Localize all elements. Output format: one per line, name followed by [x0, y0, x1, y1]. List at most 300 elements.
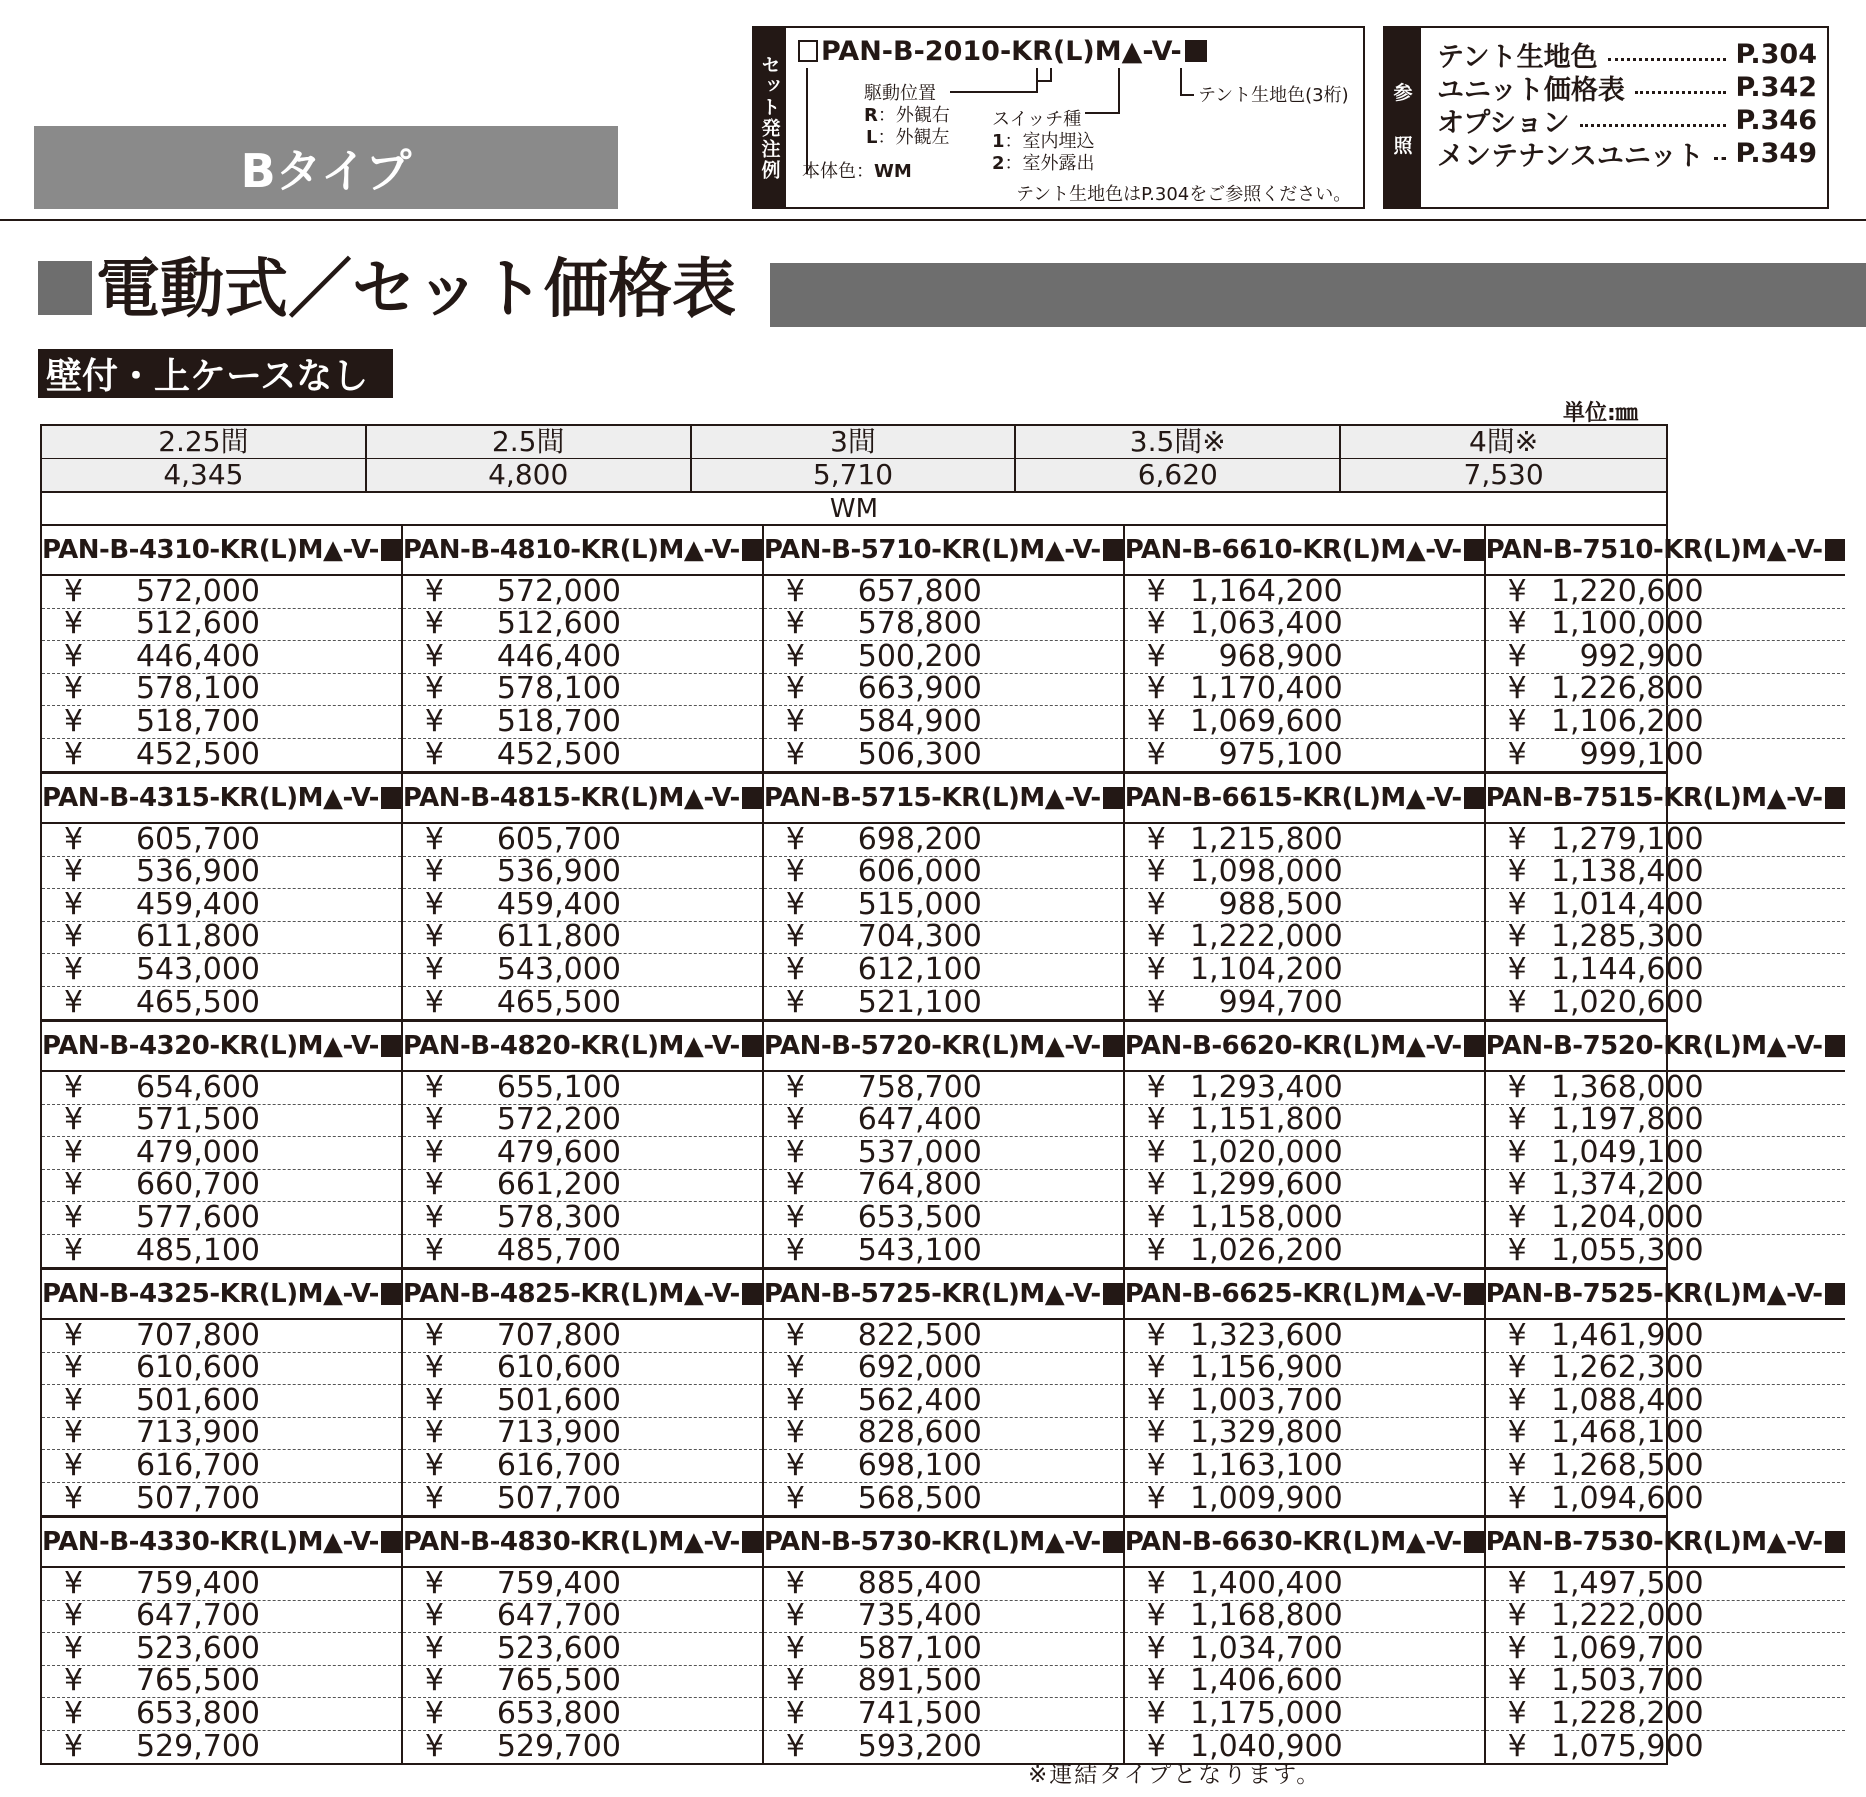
price-cell [42, 1167, 401, 1203]
section-marker-icon [38, 261, 92, 315]
price-cell [1125, 1102, 1484, 1138]
price-cell [1486, 736, 1845, 772]
model-number: PAN-B-4825-KR(L)M▲-V- [403, 1270, 762, 1320]
price-value: 485,700 [496, 1232, 621, 1268]
price-value: 764,800 [857, 1167, 982, 1203]
price-value: 459,400 [135, 886, 260, 922]
price-cell [764, 1480, 1123, 1516]
price-cell [403, 886, 762, 922]
price-value: 1,279,100 [1550, 821, 1704, 857]
yen-sign: ¥ [785, 1069, 805, 1105]
yen-sign: ¥ [785, 1415, 805, 1451]
price-cell [1125, 671, 1484, 707]
yen-sign: ¥ [424, 886, 444, 922]
price-value: 713,900 [496, 1415, 621, 1451]
price-value: 543,000 [135, 951, 260, 987]
width-header: 7,530 [1341, 459, 1666, 491]
price-cell [42, 1350, 401, 1386]
yen-sign: ¥ [424, 671, 444, 707]
model-column [1125, 1518, 1486, 1763]
price-cell [42, 1565, 401, 1601]
price-value: 1,151,800 [1190, 1102, 1343, 1138]
price-cell [1486, 1167, 1845, 1203]
price-cell [1125, 1134, 1484, 1170]
price-cell [1486, 606, 1845, 642]
price-value: 653,800 [135, 1695, 260, 1731]
model-number: PAN-B-4810-KR(L)M▲-V- [403, 526, 762, 576]
yen-sign: ¥ [1146, 703, 1166, 739]
price-cell [1125, 1382, 1484, 1418]
price-cell [1486, 1695, 1845, 1731]
price-value: 606,000 [857, 854, 982, 890]
price-cell [403, 1630, 762, 1666]
yen-sign: ¥ [424, 736, 444, 772]
yen-sign: ¥ [1507, 886, 1527, 922]
price-group [42, 774, 1823, 1022]
yen-sign: ¥ [1146, 573, 1166, 609]
price-cell [764, 1695, 1123, 1731]
yen-sign: ¥ [785, 638, 805, 674]
drive-l: L：外観左 [866, 127, 950, 148]
yen-sign: ¥ [424, 1415, 444, 1451]
price-value: 822,500 [857, 1317, 982, 1353]
price-value: 529,700 [135, 1728, 260, 1764]
price-cell [42, 1598, 401, 1634]
model-number: PAN-B-4325-KR(L)M▲-V- [42, 1270, 401, 1320]
price-value: 828,600 [857, 1415, 982, 1451]
price-value: 698,200 [857, 821, 982, 857]
yen-sign: ¥ [64, 1728, 84, 1764]
price-cell [764, 1565, 1123, 1601]
price-cell [764, 638, 1123, 674]
price-cell [403, 638, 762, 674]
price-value: 1,100,000 [1550, 606, 1704, 642]
yen-sign: ¥ [1507, 606, 1527, 642]
price-cell [1486, 821, 1845, 857]
tent-color-box-icon [1103, 1035, 1123, 1057]
price-cell [403, 1695, 762, 1731]
width-header-row [42, 459, 1666, 493]
reference-item: オプション P.346 [1437, 104, 1817, 139]
model-column [1125, 526, 1486, 771]
price-value: 1,020,600 [1550, 984, 1704, 1020]
yen-sign: ¥ [1507, 821, 1527, 857]
yen-sign: ¥ [1507, 1232, 1527, 1268]
yen-sign: ¥ [1146, 984, 1166, 1020]
price-value: 1,009,900 [1190, 1480, 1343, 1516]
price-cell [1486, 1350, 1845, 1386]
body-color: 本体色：WM [802, 161, 912, 182]
price-cell [764, 919, 1123, 955]
price-value: 1,003,700 [1190, 1382, 1343, 1418]
yen-sign: ¥ [1507, 1382, 1527, 1418]
price-cell [1125, 1350, 1484, 1386]
unit-label: 単位:㎜ [1563, 401, 1638, 426]
model-column [42, 1518, 403, 1763]
yen-sign: ¥ [424, 1199, 444, 1235]
yen-sign: ¥ [1507, 984, 1527, 1020]
model-column [1486, 1022, 1845, 1267]
price-cell [403, 1728, 762, 1764]
price-value: 605,700 [135, 821, 260, 857]
price-value: 975,100 [1218, 736, 1343, 772]
price-value: 593,200 [857, 1728, 982, 1764]
yen-sign: ¥ [64, 703, 84, 739]
yen-sign: ¥ [1146, 1167, 1166, 1203]
price-value: 1,094,600 [1550, 1480, 1704, 1516]
price-cell [764, 854, 1123, 890]
price-value: 1,285,300 [1550, 919, 1704, 955]
section-title-bar [770, 263, 1866, 327]
yen-sign: ¥ [785, 1695, 805, 1731]
price-cell [1125, 736, 1484, 772]
price-value: 1,204,000 [1550, 1199, 1704, 1235]
price-cell [764, 1069, 1123, 1105]
price-value: 968,900 [1218, 638, 1343, 674]
price-cell [764, 703, 1123, 739]
price-value: 994,700 [1218, 984, 1343, 1020]
yen-sign: ¥ [1146, 1317, 1166, 1353]
yen-sign: ¥ [1507, 1167, 1527, 1203]
price-cell [1125, 573, 1484, 609]
price-cell [764, 671, 1123, 707]
connector-line [1036, 68, 1038, 80]
tent-color-box-icon [381, 539, 401, 561]
model-number: PAN-B-6620-KR(L)M▲-V- [1125, 1022, 1484, 1072]
price-cell [403, 919, 762, 955]
price-value: 512,600 [135, 606, 260, 642]
yen-sign: ¥ [785, 1317, 805, 1353]
model-number: PAN-B-4815-KR(L)M▲-V- [403, 774, 762, 824]
yen-sign: ¥ [1507, 1134, 1527, 1170]
price-value: 660,700 [135, 1167, 260, 1203]
price-value: 529,700 [496, 1728, 621, 1764]
price-value: 543,100 [857, 1232, 982, 1268]
model-column [42, 1022, 403, 1267]
price-cell [1125, 984, 1484, 1020]
price-value: 707,800 [135, 1317, 260, 1353]
yen-sign: ¥ [1146, 1630, 1166, 1666]
price-value: 759,400 [135, 1565, 260, 1601]
price-value: 578,100 [135, 671, 260, 707]
yen-sign: ¥ [1507, 1415, 1527, 1451]
price-cell [764, 1167, 1123, 1203]
price-cell [764, 1447, 1123, 1483]
price-cell [764, 1598, 1123, 1634]
price-value: 663,900 [857, 671, 982, 707]
price-value: 758,700 [857, 1069, 982, 1105]
size-header: 3.5間※ [1016, 426, 1341, 458]
price-value: 612,100 [857, 951, 982, 987]
model-column [403, 526, 764, 771]
price-value: 465,500 [135, 984, 260, 1020]
price-value: 741,500 [857, 1695, 982, 1731]
price-value: 1,104,200 [1190, 951, 1343, 987]
yen-sign: ¥ [64, 854, 84, 890]
price-value: 465,500 [496, 984, 621, 1020]
order-example-box [752, 26, 1365, 209]
yen-sign: ¥ [424, 606, 444, 642]
tent-color-box-icon [1464, 1283, 1484, 1305]
model-column [764, 774, 1125, 1019]
price-cell [1486, 1069, 1845, 1105]
yen-sign: ¥ [785, 886, 805, 922]
price-value: 446,400 [496, 638, 621, 674]
yen-sign: ¥ [1146, 821, 1166, 857]
price-cell [1486, 951, 1845, 987]
price-cell [1486, 1480, 1845, 1516]
price-cell [764, 1134, 1123, 1170]
price-value: 999,100 [1579, 736, 1704, 772]
width-header: 6,620 [1016, 459, 1341, 491]
price-value: 1,197,800 [1550, 1102, 1704, 1138]
price-value: 572,200 [496, 1102, 621, 1138]
price-cell [42, 886, 401, 922]
yen-sign: ¥ [1146, 919, 1166, 955]
model-number: PAN-B-4315-KR(L)M▲-V- [42, 774, 401, 824]
size-header: 2.25間 [42, 426, 367, 458]
price-groups [42, 526, 1823, 1764]
price-value: 605,700 [496, 821, 621, 857]
model-number: PAN-B-6615-KR(L)M▲-V- [1125, 774, 1484, 824]
yen-sign: ¥ [64, 1232, 84, 1268]
yen-sign: ¥ [64, 1350, 84, 1386]
price-cell [42, 919, 401, 955]
yen-sign: ¥ [64, 1199, 84, 1235]
price-cell [42, 1663, 401, 1699]
price-cell [1486, 1728, 1845, 1764]
price-value: 1,138,400 [1550, 854, 1704, 890]
yen-sign: ¥ [64, 671, 84, 707]
price-cell [42, 854, 401, 890]
price-value: 452,500 [135, 736, 260, 772]
yen-sign: ¥ [1507, 1480, 1527, 1516]
yen-sign: ¥ [1507, 1663, 1527, 1699]
yen-sign: ¥ [64, 1069, 84, 1105]
price-value: 1,368,000 [1550, 1069, 1704, 1105]
yen-sign: ¥ [1146, 951, 1166, 987]
yen-sign: ¥ [424, 1663, 444, 1699]
yen-sign: ¥ [64, 1317, 84, 1353]
yen-sign: ¥ [785, 736, 805, 772]
price-value: 992,900 [1579, 638, 1704, 674]
connector-line [1036, 80, 1038, 93]
price-value: 616,700 [135, 1447, 260, 1483]
price-value: 647,700 [496, 1598, 621, 1634]
yen-sign: ¥ [1507, 736, 1527, 772]
yen-sign: ¥ [64, 984, 84, 1020]
price-value: 1,468,100 [1550, 1415, 1704, 1451]
yen-sign: ¥ [1146, 1663, 1166, 1699]
yen-sign: ¥ [1146, 671, 1166, 707]
yen-sign: ¥ [785, 984, 805, 1020]
yen-sign: ¥ [1146, 1447, 1166, 1483]
price-value: 521,100 [857, 984, 982, 1020]
reference-side [1385, 28, 1421, 207]
yen-sign: ¥ [785, 1565, 805, 1601]
model-column [403, 1518, 764, 1763]
yen-sign: ¥ [785, 703, 805, 739]
yen-sign: ¥ [1146, 1480, 1166, 1516]
price-value: 692,000 [857, 1350, 982, 1386]
price-cell [42, 1069, 401, 1105]
price-cell [764, 1382, 1123, 1418]
section-title: 電動式／セット価格表 [38, 258, 736, 322]
price-cell [1125, 1480, 1484, 1516]
yen-sign: ¥ [1507, 1317, 1527, 1353]
price-cell [42, 1728, 401, 1764]
price-value: 572,000 [135, 573, 260, 609]
model-column [1125, 1270, 1486, 1515]
price-cell [1486, 1630, 1845, 1666]
tent-color-box-icon [1103, 1283, 1123, 1305]
yen-sign: ¥ [785, 854, 805, 890]
price-value: 1,069,600 [1190, 703, 1343, 739]
price-cell [1486, 1447, 1845, 1483]
price-cell [1486, 854, 1845, 890]
price-value: 584,900 [857, 703, 982, 739]
price-value: 571,500 [135, 1102, 260, 1138]
yen-sign: ¥ [64, 1134, 84, 1170]
tent-color-box-icon [1825, 1531, 1845, 1553]
price-cell [1125, 886, 1484, 922]
yen-sign: ¥ [424, 1134, 444, 1170]
yen-sign: ¥ [1146, 854, 1166, 890]
price-value: 647,400 [857, 1102, 982, 1138]
connector-line [950, 91, 1036, 93]
connector-line [1180, 94, 1194, 96]
price-cell [1486, 1415, 1845, 1451]
price-value: 1,168,800 [1190, 1598, 1343, 1634]
price-cell [1486, 1134, 1845, 1170]
price-cell [403, 703, 762, 739]
yen-sign: ¥ [1507, 1350, 1527, 1386]
price-value: 765,500 [135, 1663, 260, 1699]
price-cell [403, 1317, 762, 1353]
price-value: 653,500 [857, 1199, 982, 1235]
price-value: 713,900 [135, 1415, 260, 1451]
price-value: 500,200 [857, 638, 982, 674]
model-column [42, 1270, 403, 1515]
yen-sign: ¥ [424, 1317, 444, 1353]
price-value: 1,262,300 [1550, 1350, 1704, 1386]
price-value: 518,700 [135, 703, 260, 739]
yen-sign: ¥ [424, 951, 444, 987]
price-value: 1,063,400 [1190, 606, 1343, 642]
price-cell [764, 736, 1123, 772]
price-cell [42, 1695, 401, 1731]
price-value: 885,400 [857, 1565, 982, 1601]
price-cell [42, 703, 401, 739]
yen-sign: ¥ [785, 671, 805, 707]
yen-sign: ¥ [1507, 671, 1527, 707]
model-column [403, 1022, 764, 1267]
drive-r: R：外観右 [864, 105, 950, 126]
price-cell [1125, 1199, 1484, 1235]
price-cell [1486, 1102, 1845, 1138]
switch-title: スイッチ種 [992, 109, 1082, 130]
model-column [764, 1270, 1125, 1515]
price-cell [42, 1317, 401, 1353]
model-number: PAN-B-7520-KR(L)M▲-V- [1486, 1022, 1845, 1072]
yen-sign: ¥ [1507, 1102, 1527, 1138]
price-value: 1,040,900 [1190, 1728, 1343, 1764]
price-cell [403, 1232, 762, 1268]
reference-item: テント生地色 P.304 [1437, 38, 1817, 73]
model-number: PAN-B-4820-KR(L)M▲-V- [403, 1022, 762, 1072]
width-header: 4,345 [42, 459, 367, 491]
price-value: 1,222,000 [1190, 919, 1343, 955]
price-cell [403, 1167, 762, 1203]
tent-color-box-icon [1825, 787, 1845, 809]
order-example-side [754, 28, 786, 207]
price-group [42, 1022, 1823, 1270]
tent-color-label: テント生地色(3桁) [1198, 85, 1349, 106]
price-value: 1,503,700 [1550, 1663, 1704, 1699]
yen-sign: ¥ [64, 1598, 84, 1634]
yen-sign: ¥ [424, 1382, 444, 1418]
price-value: 479,000 [135, 1134, 260, 1170]
price-cell [42, 736, 401, 772]
tent-color-box-icon [1825, 1283, 1845, 1305]
yen-sign: ¥ [64, 951, 84, 987]
yen-sign: ¥ [64, 1630, 84, 1666]
price-cell [42, 606, 401, 642]
price-cell [42, 1102, 401, 1138]
price-value: 578,300 [496, 1199, 621, 1235]
price-cell [403, 1598, 762, 1634]
yen-sign: ¥ [1146, 1565, 1166, 1601]
yen-sign: ¥ [64, 1167, 84, 1203]
yen-sign: ¥ [1146, 886, 1166, 922]
price-value: 1,026,200 [1190, 1232, 1343, 1268]
yen-sign: ¥ [424, 638, 444, 674]
yen-sign: ¥ [64, 886, 84, 922]
yen-sign: ¥ [424, 1695, 444, 1731]
yen-sign: ¥ [424, 1069, 444, 1105]
price-value: 1,299,600 [1190, 1167, 1343, 1203]
price-value: 1,156,900 [1190, 1350, 1343, 1386]
yen-sign: ¥ [1146, 1069, 1166, 1105]
price-cell [1125, 1167, 1484, 1203]
price-cell [764, 1232, 1123, 1268]
yen-sign: ¥ [785, 1382, 805, 1418]
switch-2: 2：室外露出 [992, 153, 1095, 174]
body-color-box-icon [798, 40, 818, 62]
price-cell [403, 1069, 762, 1105]
price-cell [403, 1480, 762, 1516]
price-value: 537,000 [857, 1134, 982, 1170]
yen-sign: ¥ [1146, 638, 1166, 674]
price-cell [403, 736, 762, 772]
price-cell [764, 1317, 1123, 1353]
yen-sign: ¥ [1507, 951, 1527, 987]
price-cell [1486, 1598, 1845, 1634]
price-value: 572,000 [496, 573, 621, 609]
price-cell [1486, 1565, 1845, 1601]
price-value: 518,700 [496, 703, 621, 739]
price-cell [42, 573, 401, 609]
yen-sign: ¥ [424, 1630, 444, 1666]
color-row: WM [42, 493, 1666, 526]
price-cell [403, 854, 762, 890]
yen-sign: ¥ [424, 1598, 444, 1634]
price-cell [403, 1199, 762, 1235]
yen-sign: ¥ [1146, 1695, 1166, 1731]
yen-sign: ¥ [64, 736, 84, 772]
yen-sign: ¥ [1146, 606, 1166, 642]
order-code-text: PAN-B-2010-KR(L)M▲-V- [821, 36, 1182, 67]
